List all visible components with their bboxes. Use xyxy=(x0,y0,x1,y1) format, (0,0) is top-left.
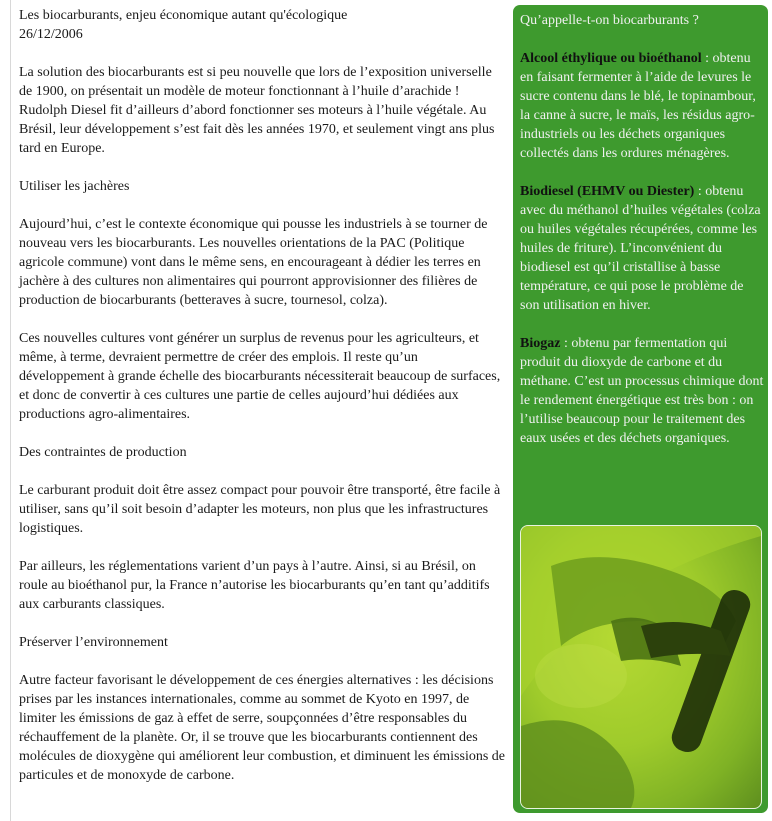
section-heading: Utiliser les jachères xyxy=(19,179,130,194)
definition-item xyxy=(520,334,764,448)
sidebar-heading: Qu’appelle-t-on biocarburants ? xyxy=(520,13,699,28)
article-paragraph: Le carburant produit doit être assez compact pour pouvoir être transporté, être facile à utiliser, sans qu’il soit besoin d’adapter les moteurs, non plus que les infrastructures logistiques. xyxy=(19,483,501,536)
definitions-sidebar xyxy=(513,5,768,813)
article-title: Les biocarburants, enjeu économique autant qu'écologique xyxy=(19,8,348,23)
article-paragraph: Par ailleurs, les réglementations varient d’un pays à l’autre. Ainsi, si au Brésil, on roule au bioéthanol pur, la France n’autorise les biocarburants qu’en tant qu’additifs aux carburants classiques. xyxy=(19,559,490,612)
definition-text: : obtenu en faisant fermenter à l’aide de levures le sucre contenu dans le blé, le topinambour, la canne à sucre, le maïs, les résidus agro-industriels ou les déchets organiques collectés dans les ordures ménagères. xyxy=(520,51,756,161)
article-header xyxy=(19,6,505,44)
definition-text: : obtenu avec du méthanol d’huiles végétales (colza ou huiles végétales récupérées, comme les huiles de friture). L’inconvénient du biodiesel est qu’il cristallise à basse température, ce qui pose le problème de son utilisation en hiver. xyxy=(520,184,761,313)
article-paragraph: Autre facteur favorisant le développement de ces énergies alternatives : les décisions prises par les instances internationales, comme au sommet de Kyoto en 1997, de limiter les émissions de gaz à effet de serre, soupçonnées d’être responsables du réchauffement de la planète. Or, il se trouve que les biocarburants contiennent des molécules de dioxygène qui améliorent leur combustion, et diminuent les émissions de particules et de monoxyde de carbone. xyxy=(19,673,506,783)
article-paragraph: Ces nouvelles cultures vont générer un surplus de revenus pour les agriculteurs, et même, à terme, devraient permettre de créer des emplois. Il reste qu’un développement à grande échelle des biocarburants nécessiterait beaucoup de surfaces, et donc de convertir à ces cultures une partie de celles aujourd’hui dédiées aux productions agro-alimentaires. xyxy=(19,331,501,422)
fuel-nozzle-photo xyxy=(520,525,762,809)
definition-term: Biodiesel (EHMV ou Diester) xyxy=(520,184,695,199)
definition-term: Biogaz xyxy=(520,336,561,351)
definition-text: : obtenu par fermentation qui produit du dioxyde de carbone et du méthane. C’est un processus chimique dont le rendement énergétique est très bon : on l’utilise beaucoup pour le traitement des eaux usées et des déchets organiques. xyxy=(520,336,764,446)
article-date: 26/12/2006 xyxy=(19,27,83,42)
definition-item xyxy=(520,49,764,163)
section-heading: Préserver l’environnement xyxy=(19,635,168,650)
article-paragraph: La solution des biocarburants est si peu nouvelle que lors de l’exposition universelle de 1900, on présentait un modèle de moteur fonctionnant à l’huile d’arachide ! Rudolph Diesel fit d’ailleurs d’abord fonctionner ses moteurs à l’huile végétale. Au Brésil, leur développement s’est fait dès les années 1970, et seulement vingt ans plus tard en Europe. xyxy=(19,65,495,156)
definition-item xyxy=(520,182,764,315)
section-heading: Des contraintes de production xyxy=(19,445,187,460)
article xyxy=(19,6,505,804)
article-paragraph: Aujourd’hui, c’est le contexte économique qui pousse les industriels à se tourner de nouveau vers les biocarburants. Les nouvelles orientations de la PAC (Politique agricole commune) vont dans le même sens, en encourageant à dédier les terres en jachère à des cultures non alimentaires qui pourront approvisionner des filières de production de biocarburants (betteraves à sucre, tournesol, colza). xyxy=(19,217,488,308)
sidebar-text xyxy=(520,11,764,467)
definition-term: Alcool éthylique ou bioéthanol xyxy=(520,51,702,66)
left-border xyxy=(10,0,11,821)
